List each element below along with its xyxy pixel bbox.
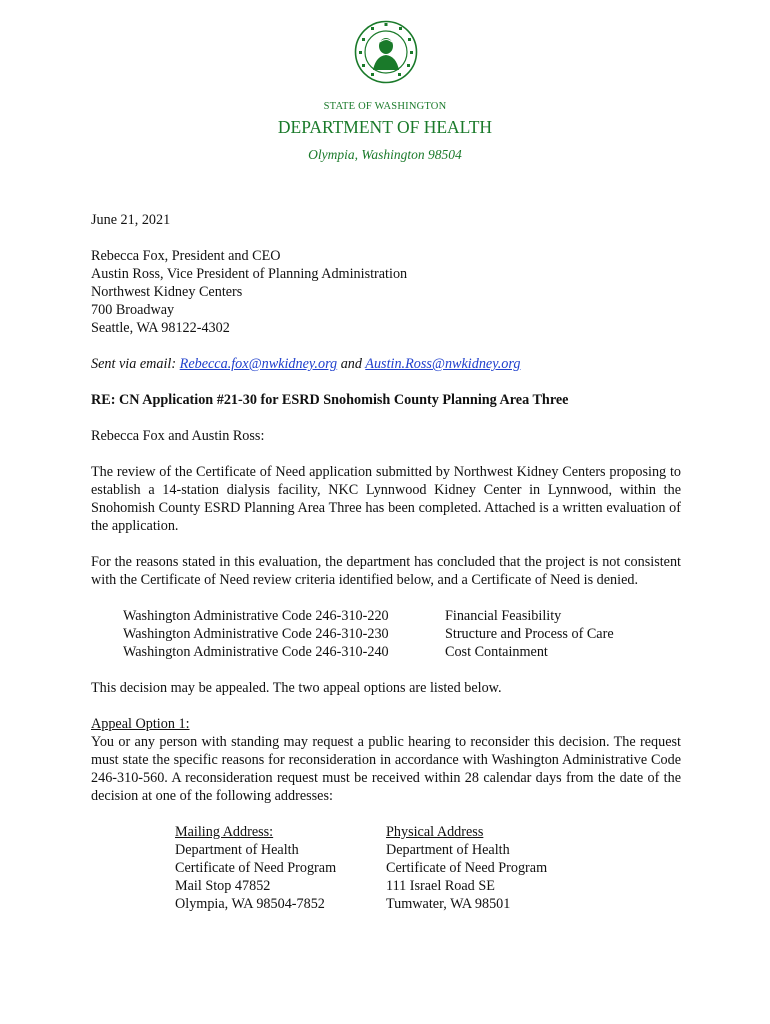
address-line: Department of Health [386, 842, 510, 858]
re-line: RE: CN Application #21-30 for ESRD Snohomish County Planning Area Three [91, 392, 569, 408]
salutation: Rebecca Fox and Austin Ross: [91, 428, 265, 444]
address-line: Certificate of Need Program [386, 860, 548, 876]
criteria-code: Washington Administrative Code 246-310-230 [123, 626, 389, 642]
recipient-line: Northwest Kidney Centers [91, 284, 243, 300]
physical-address [386, 823, 547, 913]
address-line: Tumwater, WA 98501 [386, 896, 511, 912]
criteria-row [91, 607, 681, 625]
letter-date: June 21, 2021 [91, 212, 171, 228]
recipient-address-block [91, 247, 681, 337]
letterhead-state: STATE OF WASHINGTON [323, 101, 447, 112]
letterhead-department: DEPARTMENT OF HEALTH [277, 117, 493, 137]
appeal-intro: This decision may be appealed. The two appeal options are listed below. [91, 680, 502, 696]
recipient-line: Austin Ross, Vice President of Planning Administration [91, 266, 408, 282]
criteria-code: Washington Administrative Code 246-310-220 [123, 608, 389, 624]
recipient-line: Rebecca Fox, President and CEO [91, 248, 281, 264]
letter-body [91, 211, 681, 913]
criteria-name: Financial Feasibility [445, 608, 562, 624]
address-line: Olympia, WA 98504-7852 [175, 896, 325, 912]
address-line: Certificate of Need Program [175, 860, 337, 876]
address-line: Department of Health [175, 842, 299, 858]
mailing-address-heading: Mailing Address: [175, 824, 274, 840]
criteria-code: Washington Administrative Code 246-310-240 [123, 644, 389, 660]
physical-address-heading: Physical Address [386, 824, 484, 840]
criteria-name: Structure and Process of Care [445, 626, 614, 642]
address-columns [91, 823, 681, 913]
criteria-row [91, 625, 681, 643]
paragraph-review: The review of the Certificate of Need application submitted by Northwest Kidney Centers proposing to establish a 14-station dialysis facility, NKC Lynnwood Kidney Center in Lynnwood, within the Snohomish County ESRD Planning Area Three has been completed. Attached is a written evaluation of the application. [91, 464, 681, 534]
recipient-line: 700 Broadway [91, 302, 175, 318]
criteria-row [91, 643, 681, 661]
criteria-list [91, 607, 681, 661]
appeal-option-1-heading: Appeal Option 1: [91, 716, 190, 732]
mailing-address [175, 823, 386, 913]
address-line: Mail Stop 47852 [175, 878, 271, 894]
recipient-line: Seattle, WA 98122-4302 [91, 320, 230, 336]
washington-state-seal-icon [354, 20, 418, 84]
address-line: 111 Israel Road SE [386, 878, 495, 894]
sent-via-prefix: Sent via email: [91, 356, 180, 372]
email-link-austin[interactable]: Austin.Ross@nwkidney.org [365, 356, 521, 372]
sent-via-line [91, 355, 681, 373]
appeal-option-1-text: You or any person with standing may request a public hearing to reconsider this decision. The request must state the specific reasons for reconsideration in accordance with Washington Administrative Code 246-310-560. A reconsideration request must be received within 28 calendar days from the date of the decision at one of the following addresses: [91, 734, 681, 804]
letterhead-city: Olympia, Washington 98504 [308, 147, 462, 162]
sent-via-conj: and [337, 356, 366, 372]
criteria-name: Cost Containment [445, 644, 548, 660]
email-link-rebecca[interactable]: Rebecca.fox@nwkidney.org [179, 356, 338, 372]
paragraph-decision: For the reasons stated in this evaluation, the department has concluded that the project is not consistent with the Certificate of Need review criteria identified below, and a Certificate of Need is denied. [91, 554, 681, 588]
